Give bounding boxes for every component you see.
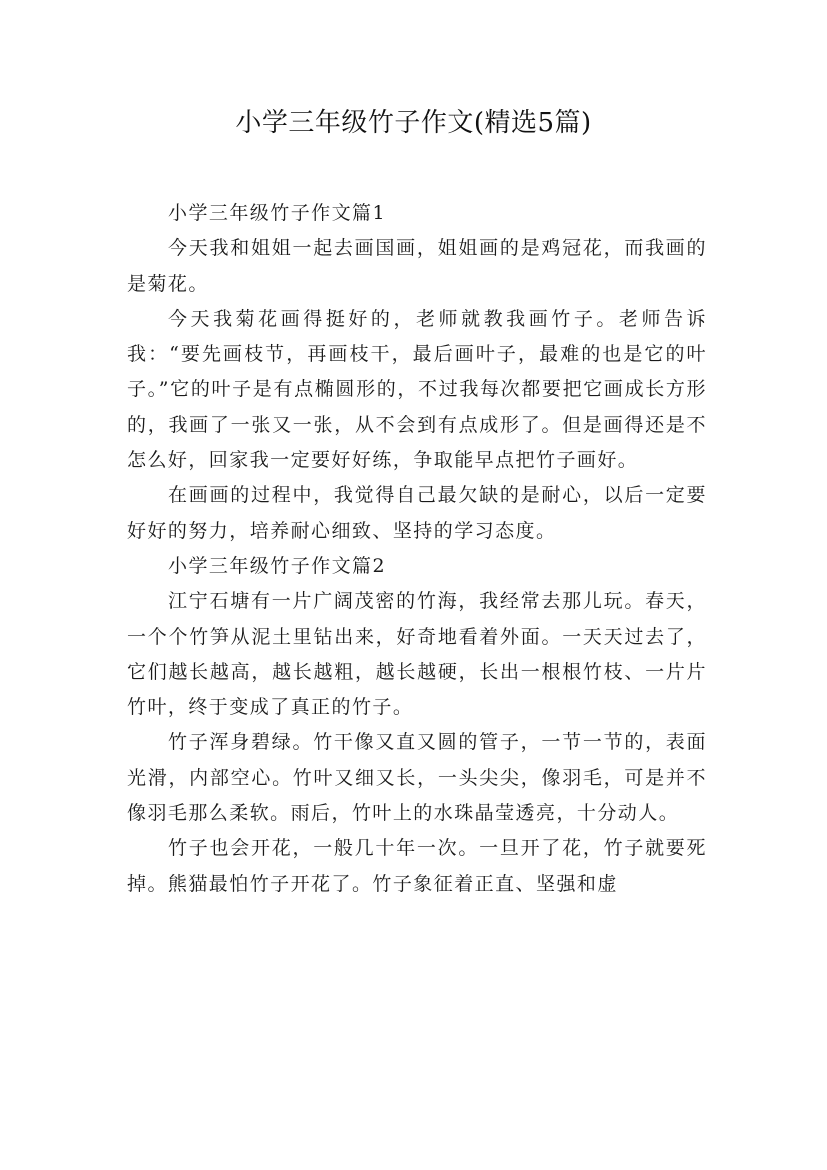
section-heading-1: 小学三年级竹子作文篇1 (168, 202, 387, 224)
paragraph: 江宁石塘有一片广阔茂密的竹海，我经常去那儿玩。春天，一个个竹笋从泥土里钻出来，好奇地看着外面。一天天过去了，它们越长越高，越长越粗，越长越硬，长出一根根竹枝、一片片竹叶，终于变成了真正的竹子。 (127, 590, 707, 719)
section-heading-2: 小学三年级竹子作文篇2 (168, 554, 387, 577)
paragraph: 竹子浑身碧绿。竹干像又直又圆的管子，一节一节的，表面光滑，内部空心。竹叶又细又长，一头尖尖，像羽毛，可是并不像羽毛那么柔软。雨后，竹叶上的水珠晶莹透亮，十分动人。 (127, 731, 707, 825)
paragraph: 今天我菊花画得挺好的，老师就教我画竹子。老师告诉我：“要先画枝节，再画枝干，最后画叶子，最难的也是它的叶子。”它的叶子是有点椭圆形的，不过我每次都要把它画成长方形的，我画了一张又一张，从不会到有点成形了。但是画得还是不怎么好，回家我一定要好好练，争取能早点把竹子画好。 (127, 307, 707, 472)
paragraph: 竹子也会开花，一般几十年一次。一旦开了花，竹子就要死掉。熊猫最怕竹子开花了。竹子象征着正直、坚强和虚 (127, 837, 707, 895)
document-title: 小学三年级竹子作文(精选5篇) (235, 108, 592, 138)
paragraph: 在画画的过程中，我觉得自己最欠缺的是耐心，以后一定要好好的努力，培养耐心细致、坚持的学习态度。 (127, 484, 707, 542)
paragraph: 今天我和姐姐一起去画国画，姐姐画的是鸡冠花，而我画的是菊花。 (127, 237, 707, 295)
document-body (127, 196, 707, 902)
